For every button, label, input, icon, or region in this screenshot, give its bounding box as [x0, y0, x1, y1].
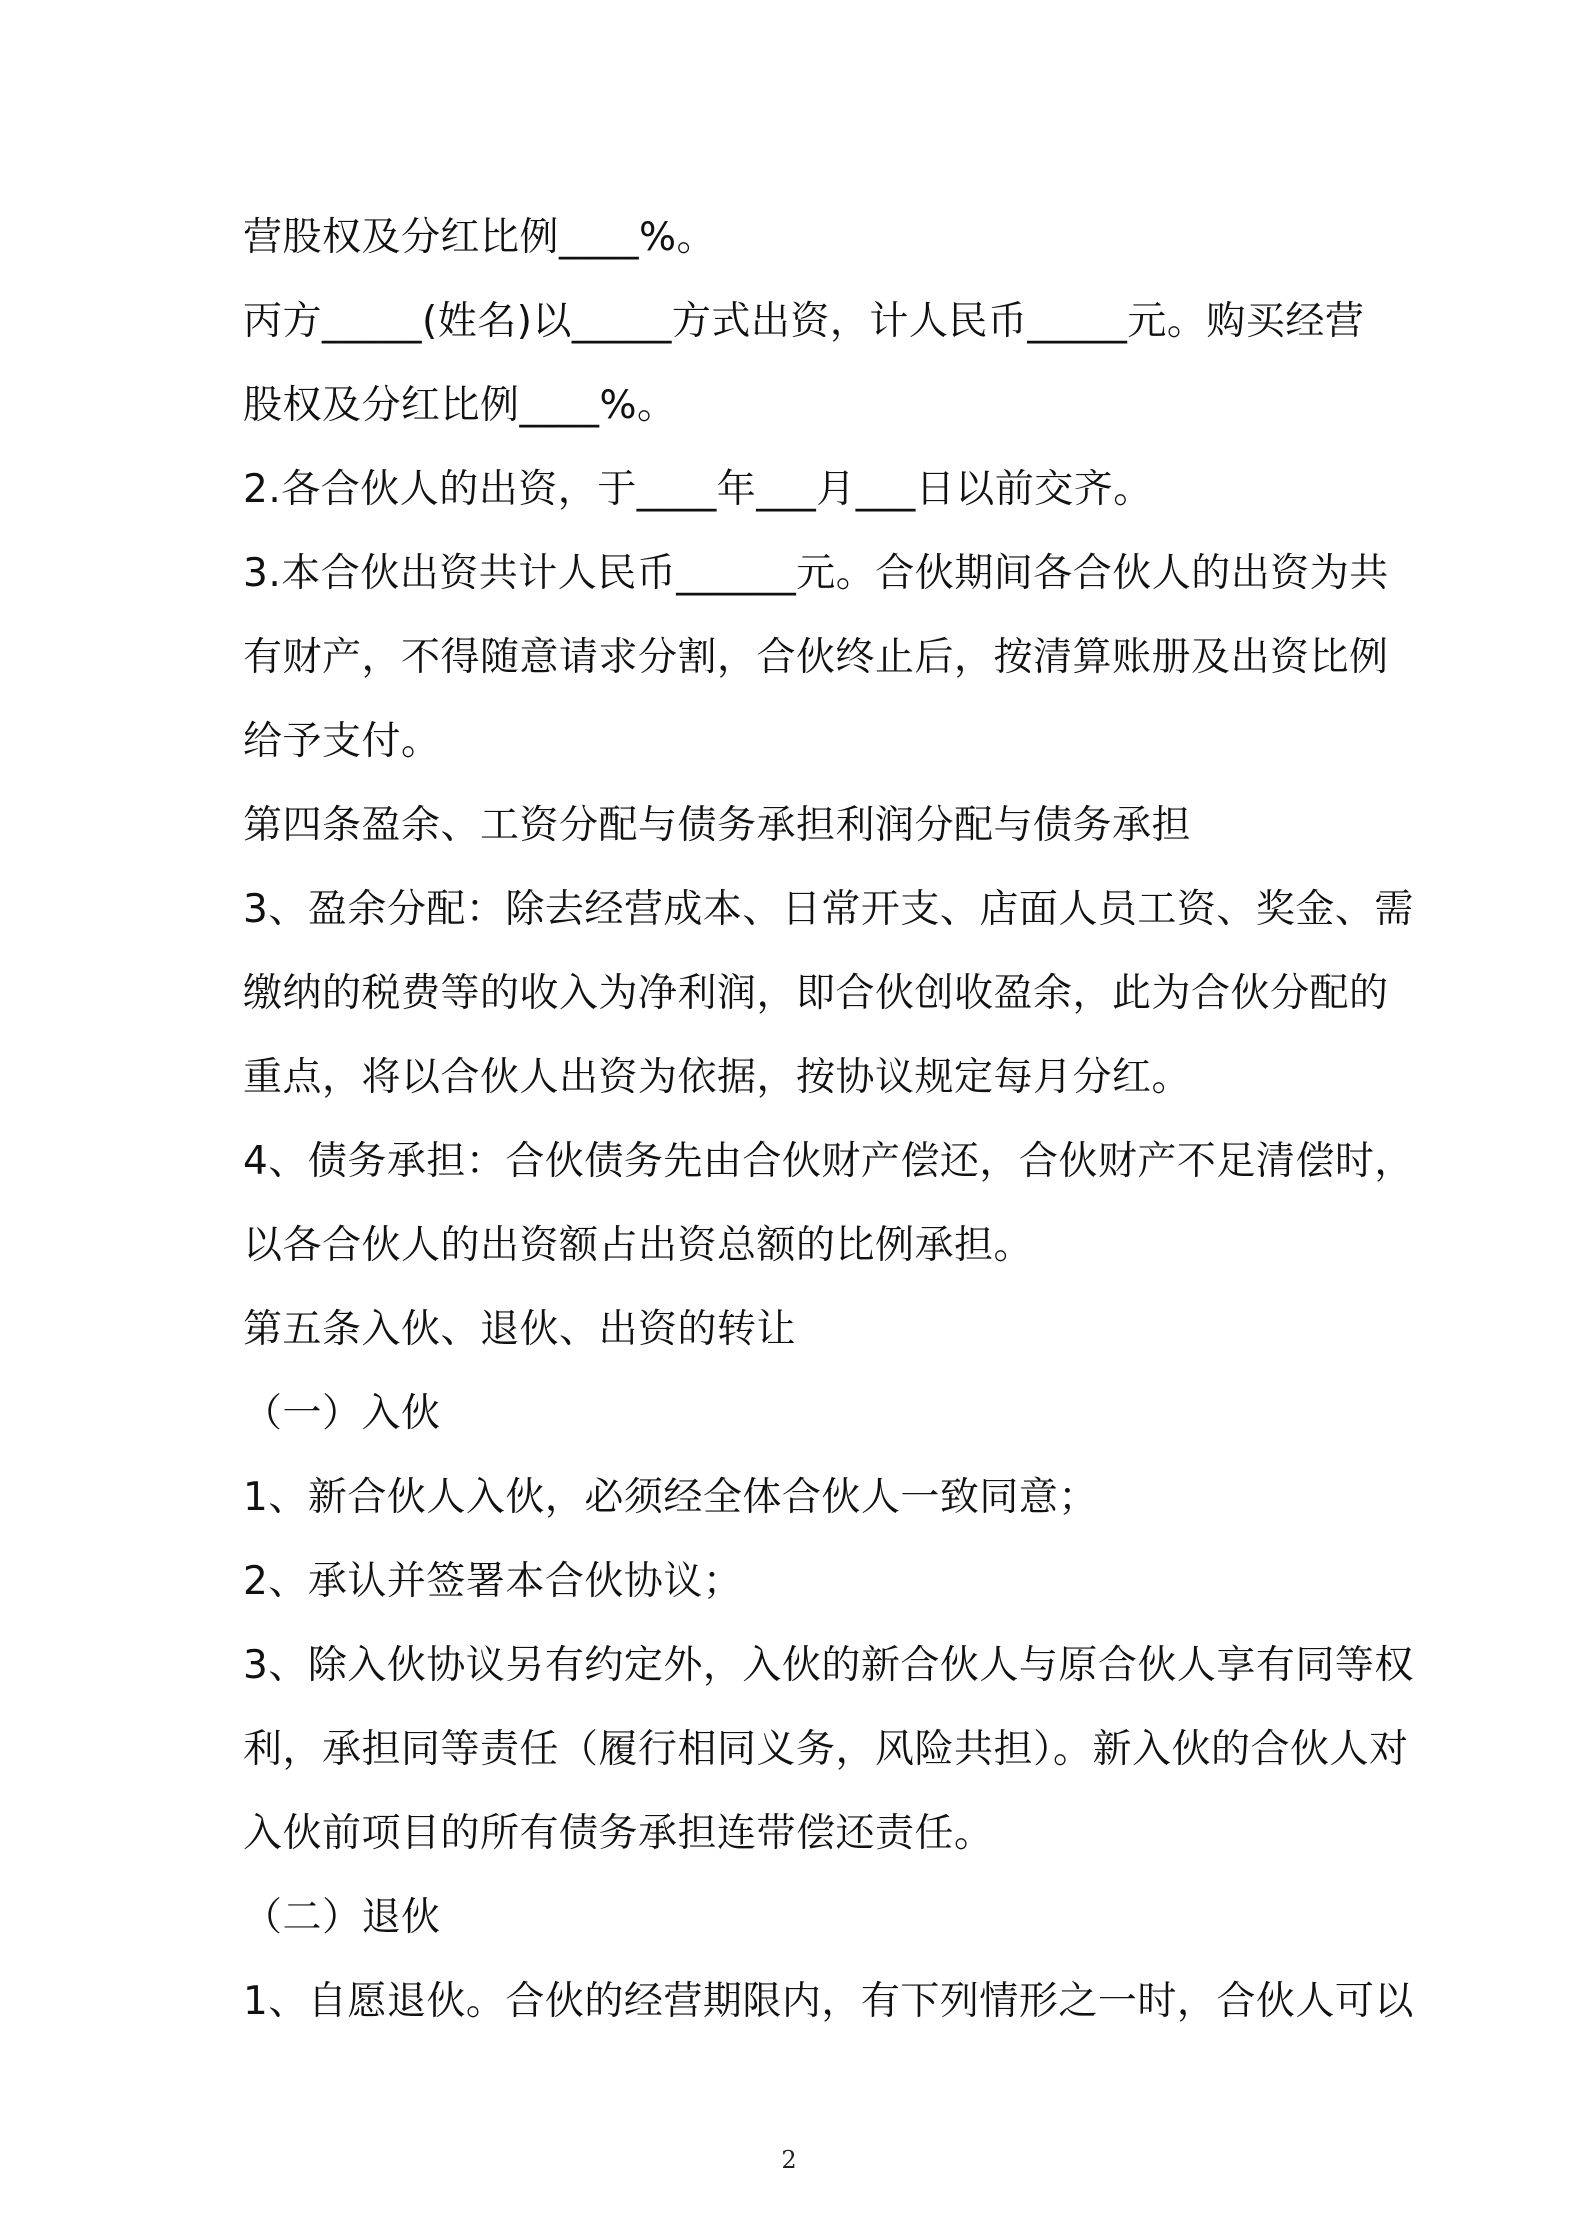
text-line-19: 利，承担同等责任（履行相同义务，风险共担）。新入伙的合伙人对: [243, 1727, 1409, 1772]
text-line-7: 给予支付。: [243, 719, 441, 764]
text-line-3: 股权及分红比例____%。: [243, 383, 677, 428]
text-line-13: 以各合伙人的出资额占出资总额的比例承担。: [243, 1223, 1034, 1268]
text-line-17: 2、承认并签署本合伙协议；: [243, 1559, 743, 1604]
section-heading-article-4: 第四条盈余、工资分配与债务承担利润分配与债务承担: [243, 803, 1192, 848]
text-line-22: 1、自愿退伙。合伙的经营期限内，有下列情形之一时，合伙人可以: [243, 1979, 1414, 2024]
text-line-1: 营股权及分红比例____%。: [243, 215, 717, 260]
text-line-10: 缴纳的税费等的收入为净利润，即合伙创收盈余，此为合伙分配的: [243, 971, 1389, 1016]
text-line-20: 入伙前项目的所有债务承担连带偿还责任。: [243, 1811, 994, 1856]
text-line-16: 1、新合伙人入伙，必须经全体合伙人一致同意；: [243, 1475, 1098, 1520]
document-body: [243, 196, 1414, 2044]
text-line-2: 丙方_____(姓名)以_____方式出资，计人民币_____元。购买经营: [243, 299, 1365, 344]
text-line-6: 有财产，不得随意请求分割，合伙终止后，按清算账册及出资比例: [243, 635, 1389, 680]
text-line-18: 3、除入伙协议另有约定外，入伙的新合伙人与原合伙人享有同等权: [243, 1643, 1414, 1688]
subsection-heading-join: （一）入伙: [243, 1391, 441, 1436]
section-heading-article-5: 第五条入伙、退伙、出资的转让: [243, 1307, 797, 1352]
text-line-9: 3、盈余分配：除去经营成本、日常开支、店面人员工资、奖金、需: [243, 887, 1414, 932]
text-line-4: 2.各合伙人的出资，于____年___月___日以前交齐。: [243, 467, 1153, 512]
text-line-12: 4、债务承担：合伙债务先由合伙财产偿还，合伙财产不足清偿时，: [243, 1139, 1414, 1184]
text-line-11: 重点，将以合伙人出资为依据，按协议规定每月分红。: [243, 1055, 1192, 1100]
text-line-5: 3.本合伙出资共计人民币______元。合伙期间各合伙人的出资为共: [243, 551, 1389, 596]
page-number: 2: [781, 2146, 797, 2174]
subsection-heading-withdraw: （二）退伙: [243, 1895, 441, 1940]
